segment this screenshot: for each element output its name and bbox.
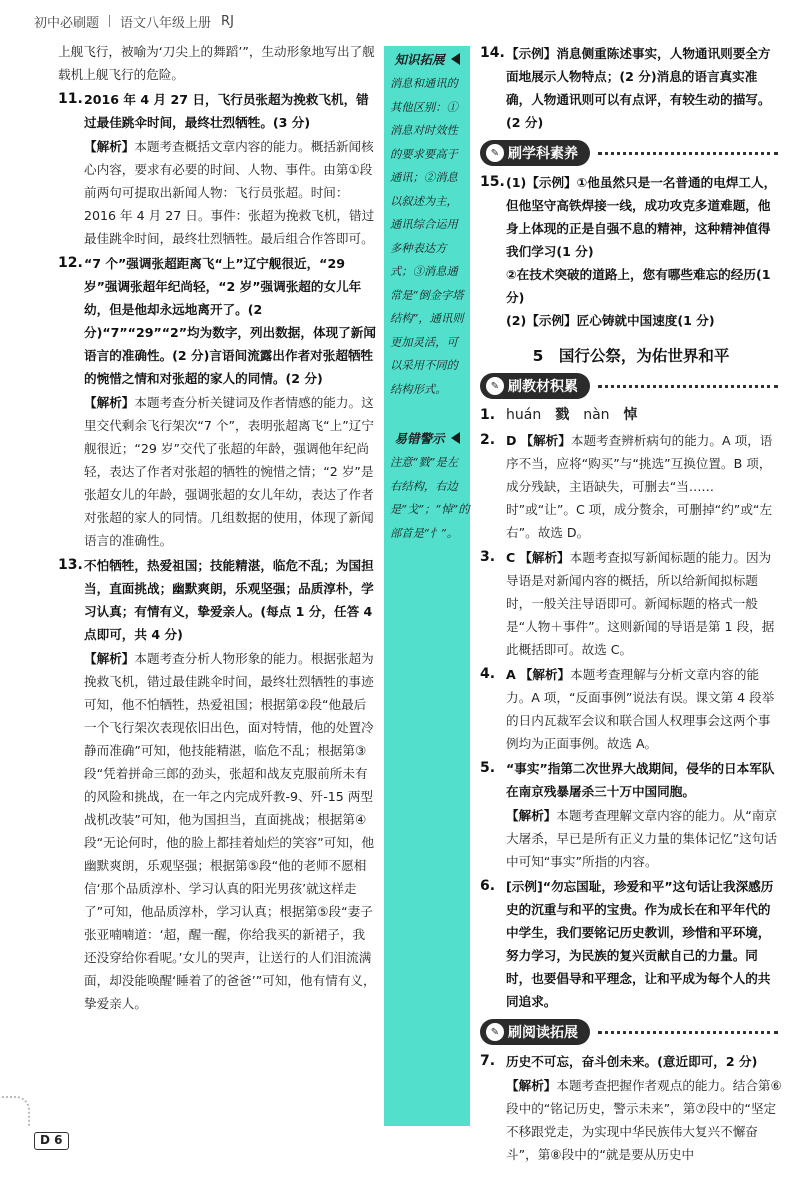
analysis-text: 本题考查理解文章内容的能力。从“南京大屠杀，早已是所有正义力量的集体记忆”这句话中可知“事实”所指的内容。 (506, 808, 777, 869)
question-number: 5. (480, 760, 496, 776)
analysis-label: 【解析】 (506, 1078, 557, 1093)
analysis-label: 【解析】 (519, 667, 571, 682)
page-header (34, 8, 234, 34)
answer-part-1: (1)【示例】①他虽然只是一名普通的电焊工人，但他坚守高铁焊接一线，成功攻克多道难题，他身上体现的正是自强不息的精神，这种精神值得我们学习(1 分) (506, 175, 777, 259)
brush-icon: ✎ (486, 144, 504, 162)
answer-part-2: ②在技术突破的道路上，您有哪些难忘的经历(1 分) (506, 267, 771, 305)
common-error-heading (390, 429, 464, 447)
analysis-label: 【解析】 (506, 808, 557, 823)
page-footer (34, 1132, 69, 1150)
left-arrow-icon (451, 53, 460, 65)
answer-text: 2016 年 4 月 27 日，飞行员张超为挽救飞机，错过最佳跳伞时间，最终壮烈牺牲。(3 分) (84, 92, 369, 130)
question-12 (58, 252, 376, 552)
section-reading (480, 1018, 782, 1046)
section-badge (480, 1019, 590, 1045)
section-label: 刷教材积累 (508, 379, 578, 395)
question-11 (58, 88, 376, 250)
corner-decoration (2, 1096, 30, 1126)
pinyin-item: huán (506, 407, 542, 423)
dotted-rule (598, 385, 778, 388)
section-badge (480, 373, 590, 399)
analysis-text: 本题考查把握作者观点的能力。结合第⑥段中的“铭记历史，警示未来”，第⑦段中的“坚定不移跟党走，为实现中华民族伟大复兴不懈奋斗”，第⑧段中的“就是要从历史中 (506, 1078, 782, 1162)
analysis-text: 本题考查分析人物形象的能力。根据张超为挽救飞机，错过最佳跳伞时间，最终壮烈牺牲的事迹可知，他不怕牺牲，热爱祖国；根据第②段“他最后一个飞行架次表现依旧出色，面对特情，他的处置冷静而准确”可知，他技能精湛，临危不乱；根据第③段“凭着拼命三郎的劲头，张超和战友克服前所未有的风险和挑战，在一年之内完成歼教-9、歼-15 两型战机改装”可知，他为国担当，直面挑战；根据第④段“无论何时，他的脸上都挂着灿烂的笑容”可知，他幽默爽朗，乐观坚强；根据第⑤段“他的老师不愿相信‘那个品质淳朴、学习认真的阳光男孩’就这样走了”可知，他品质淳朴，学习认真；根据第⑤段“妻子张亚喃喃道：‘超，醒一醒，你给我买的新裙子，我还没穿给你看呢。’女儿的哭声，让送行的人们泪流满面，却没能唤醒‘睡着了的爸爸’”可知，他有情有义，挚爱亲人。 (84, 651, 376, 1011)
subject-title: 语文八年级上册 (120, 15, 212, 31)
question-number: 4. (480, 666, 496, 682)
answer-text: “事实”指第二次世界大战期间，侵华的日本军队在南京残暴屠杀三十万中国同胞。 (506, 761, 775, 799)
question-5 (480, 757, 782, 873)
dotted-rule (598, 152, 778, 155)
book-title: 初中必刷题 (34, 15, 100, 31)
question-15 (480, 171, 782, 332)
answer-text: 历史不可忘，奋斗创未来。(意近即可，2 分) (506, 1054, 758, 1069)
analysis-text: 本题考查分析关键词及作者情感的能力。这里交代剩余飞行架次“7 个”，表明张超离飞“上”辽宁舰很近；“29 岁”交代了张超的年龄，强调他年纪尚轻，表达了作者对张超的牺牲的惋惜之情；“2 岁”是张超女儿的年龄，强调张超的女儿年幼，表达了作者对张超的家人的同情。几组数据的使用，体现了新闻语言的准确性。 (84, 395, 374, 548)
tip-title: 知识拓展 (394, 52, 445, 67)
page-number: D 6 (34, 1132, 69, 1150)
knowledge-extension-text: 消息和通讯的其他区别：①消息对时效性的要求要高于通讯；②消息以叙述为主，通讯综合运用多种表达方式；③消息通常是“倒金字塔结构”，通讯则更加灵活，可以采用不同的结构形式。 (390, 77, 464, 396)
pinyin-item: 戮 (555, 407, 570, 423)
question-3 (480, 546, 782, 661)
analysis-label: 【解析】 (520, 433, 571, 448)
question-number: 14. (480, 45, 505, 61)
right-column (480, 40, 782, 1166)
section-badge (480, 140, 590, 166)
brush-icon: ✎ (486, 377, 504, 395)
section-label: 刷学科素养 (508, 146, 578, 162)
analysis-text: 本题考查拟写新闻标题的能力。因为导语是对新闻内容的概括，所以给新闻拟标题时，一般关注导语即可。新闻标题的格式一般是“人物＋事件”。这则新闻的导语是第 1 段，据此概括即可。故选 C。 (506, 550, 775, 657)
question-6 (480, 875, 782, 1013)
tip-title: 易错警示 (394, 431, 445, 446)
question-number: 1. (480, 407, 496, 423)
answer-text: [示例]“勿忘国耻，珍爱和平”这句话让我深感历史的沉重与和平的宝贵。作为成长在和平年代的中学生，我们要铭记历史教训，珍惜和平环境，努力学习，为民族的复兴贡献自己的力量。同时，也要倡导和平理念，让和平成为每个人的共同追求。 (506, 879, 774, 1009)
section-label: 刷阅读拓展 (508, 1025, 578, 1041)
answer-choice: D (506, 433, 517, 448)
section-subject-literacy (480, 139, 782, 167)
brush-icon: ✎ (486, 1023, 504, 1041)
answer-choice: A (506, 667, 516, 682)
analysis-label: 【解析】 (84, 139, 135, 154)
answer-text: 不怕牺牲，热爱祖国；技能精湛，临危不乱；为国担当，直面挑战；幽默爽朗，乐观坚强；品质淳朴，学习认真；有情有义，挚爱亲人。(每点 1 分，任答 4 点即可，共 4 分) (84, 558, 374, 642)
lesson-title: 5 国行公祭，为佑世界和平 (532, 347, 730, 365)
edition-label: RJ (221, 13, 234, 29)
answer-text: “7 个”强调张超距离飞“上”辽宁舰很近，“29 岁”强调张超年纪尚轻，“2 岁”强调张超的女儿年幼，但是他却永远地离开了。(2 分)“7”“29”“2”均为数字，列出数据，体现了新闻语言的准确性。(2 分)言语间流露出作者对张超牺牲的惋惜之情和对张超的家人的同情。(2 分) (84, 256, 376, 386)
question-number: 13. (58, 557, 83, 573)
question-number: 7. (480, 1053, 496, 1069)
common-error-text: 注意“戮”是左右结构，右边是“戈”；“悼”的部首是“忄”。 (390, 456, 470, 540)
question-number: 11. (58, 91, 83, 107)
section-textbook (480, 372, 782, 400)
question-number: 6. (480, 878, 496, 894)
pinyin-answers (506, 404, 782, 427)
analysis-label: 【解析】 (519, 550, 570, 565)
analysis-text: 本题考查理解与分析文章内容的能力。A 项，“反面事例”说法有误。课文第 4 段举的日内瓦裁军会议和联合国人权理事会这两个事例均为正面事例。故选 A。 (506, 667, 775, 751)
answer-text: 【示例】消息侧重陈述事实，人物通讯则要全方面地展示人物特点；(2 分)消息的语言真实准确，人物通讯则可以有点评，有较生动的描写。(2 分) (506, 46, 771, 130)
question-number: 3. (480, 549, 496, 565)
analysis-text: 本题考查辨析病句的能力。A 项，语序不当，应将“购买”与“挑选”互换位置。B 项，成分残缺，主语缺失，可删去“当……时”或“让”。C 项，成分赘余，可删掉“约”或“左右”。故选 D。 (506, 433, 773, 540)
answer-part-3: (2)【示例】匠心铸就中国速度(1 分) (506, 313, 715, 328)
knowledge-extension-heading (390, 50, 464, 68)
question-4 (480, 663, 782, 755)
question-7 (480, 1050, 782, 1166)
question-number: 2. (480, 432, 496, 448)
analysis-text: 本题考查概括文章内容的能力。概括新闻核心内容，要求有必要的时间、人物、事件。由第①段前两句可提取出新闻人物：飞行员张超。时间：2016 年 4 月 27 日。事件：张超为挽救飞机，错过最佳跳伞时间，最终壮烈牺牲。最后组合作答即可。 (84, 139, 375, 246)
left-arrow-icon (451, 432, 460, 444)
question-number: 15. (480, 174, 505, 190)
question-14 (480, 42, 782, 134)
question-number: 12. (58, 255, 83, 271)
header-divider (109, 15, 110, 27)
question-13 (58, 554, 376, 1015)
question-2 (480, 429, 782, 544)
pinyin-item: nàn (583, 407, 610, 423)
answer-choice: C (506, 550, 516, 565)
dotted-rule (598, 1031, 778, 1034)
tips-sidebar (384, 46, 470, 1126)
analysis-label: 【解析】 (84, 395, 135, 410)
left-column (58, 40, 376, 1015)
pinyin-item: 悼 (623, 407, 638, 423)
question-1 (480, 404, 782, 427)
intro-text: 上舰飞行，被喻为‘刀尖上的舞蹈’”，生动形象地写出了舰载机上舰飞行的危险。 (58, 44, 375, 82)
analysis-label: 【解析】 (84, 651, 135, 666)
